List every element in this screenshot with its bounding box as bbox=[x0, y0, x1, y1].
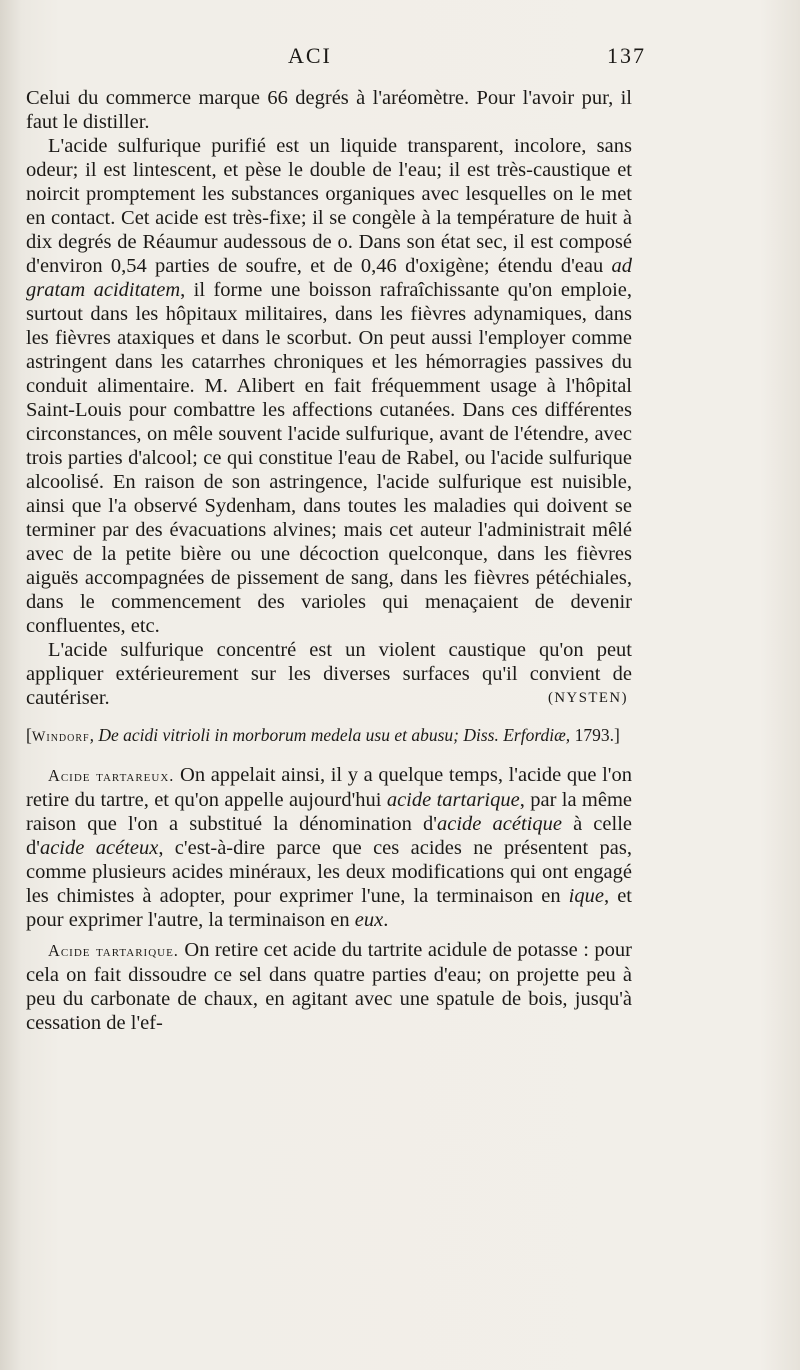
running-head-title: ACI bbox=[288, 43, 332, 68]
entry-acide-tartarique bbox=[26, 938, 632, 1035]
text-run: . bbox=[383, 909, 389, 931]
bib-year: 1793.] bbox=[570, 725, 620, 745]
italic-term: acide tartarique bbox=[386, 789, 520, 811]
bibliography-note bbox=[26, 724, 632, 749]
running-head bbox=[26, 40, 646, 86]
italic-term: acide acétique bbox=[436, 813, 562, 835]
latin-phrase: ad gratam aciditatem bbox=[26, 255, 632, 301]
text-run: On appelait ainsi, il y a quelque temps, l'acide que l'on retire du tartre, et qu'on appelle aujourd'hui bbox=[26, 764, 632, 811]
bib-title: , De acidi vitrioli in morborum medela usu et abusu; Diss. Erfordiæ, bbox=[89, 725, 571, 745]
page-content bbox=[26, 40, 646, 1035]
author-signature: (NYSTEN) bbox=[547, 690, 628, 706]
text-run: , il forme une boisson rafraîchissante qu'on emploie, surtout dans les hôpitaux militaires, dans les fièvres adynamiques, dans les fièvres ataxiques et dans le scorbut. On peut aussi l'employer comme astringent dans les catarrhes chroniques et les hémorragies passives du conduit alimentaire. M. Alibert en fait fréquemment usage à l'hôpital Saint-Louis pour combattre les affections cutanées. Dans ces différentes circonstances, on mêle souvent l'acide sulfurique, avant de l'étendre, avec trois parties d'alcool; ce qui constitue l'eau de Rabel, ou l'acide sulfurique alcoolisé. En raison de son astringence, l'acide sulfurique est nuisible, ainsi que l'a observé Sydenham, dans toutes les maladies qui doivent se terminer par des évacuations alvines; mais cet auteur l'administrait mêlé avec de la petite bière ou une décoction quelconque, dans les fièvres aiguës accompagnées de pissement de sang, dans les fièvres pétéchiales, dans le commencement des varioles qui menaçaient de devenir confluentes, etc. bbox=[26, 279, 632, 637]
entry-acide-tartareux bbox=[26, 763, 632, 932]
entry-term: Acide tartareux. bbox=[48, 766, 175, 785]
paragraph-commerce: Celui du commerce marque 66 degrés à l'aréomètre. Pour l'avoir pur, il faut le distiller. bbox=[26, 87, 632, 133]
bib-author: Windorf bbox=[31, 729, 90, 745]
entry-term: Acide tartarique. bbox=[48, 941, 179, 960]
text-run: à celle d' bbox=[26, 813, 632, 859]
text-run: , par la même raison que l'on a substitué la dénomination d' bbox=[26, 789, 633, 835]
text-run: On retire cet acide du tartrite acidule de potasse : pour cela on fait dissoudre ce sel dans quatre parties d'eau; on projette peu à peu du carbonate de chaux, en agitant avec une spatule de bois, jusqu'à cessation de l'ef- bbox=[26, 939, 632, 1034]
text-run: L'acide sulfurique purifié est un liquide transparent, incolore, sans odeur; il est lintescent, et pèse le double de l'eau; il est très-caustique et noircit promptement les substances organiques avec lesquelles on le met en contact. Cet acide est très-fixe; il se congèle à la température de huit à dix degrés de Réaumur audessous de o. Dans son état sec, il est composé d'environ 0,54 parties de soufre, et de 0,46 d'oxigène; étendu d'eau bbox=[26, 135, 632, 277]
italic-term: acide acéteux bbox=[39, 837, 159, 859]
page-number: 137 bbox=[607, 43, 646, 68]
bib-bracket: [ bbox=[26, 725, 32, 745]
italic-term: eux bbox=[354, 909, 384, 931]
paragraph-acide-purifie bbox=[26, 134, 632, 638]
paragraph-acide-concentre: L'acide sulfurique concentré est un violent caustique qu'on peut appliquer extérieurement sur les diverses surfaces qu'il convient de cautériser. bbox=[26, 639, 632, 709]
text-run: , et pour exprimer l'autre, la terminaison en bbox=[26, 885, 632, 931]
text-run: , c'est-à-dire parce que ces acides ne présentent pas, comme plusieurs acides minéraux, les deux modifications qui ont engagé les chimistes à adopter, pour exprimer l'une, la terminaison en bbox=[26, 837, 632, 907]
italic-term: ique bbox=[568, 885, 604, 907]
